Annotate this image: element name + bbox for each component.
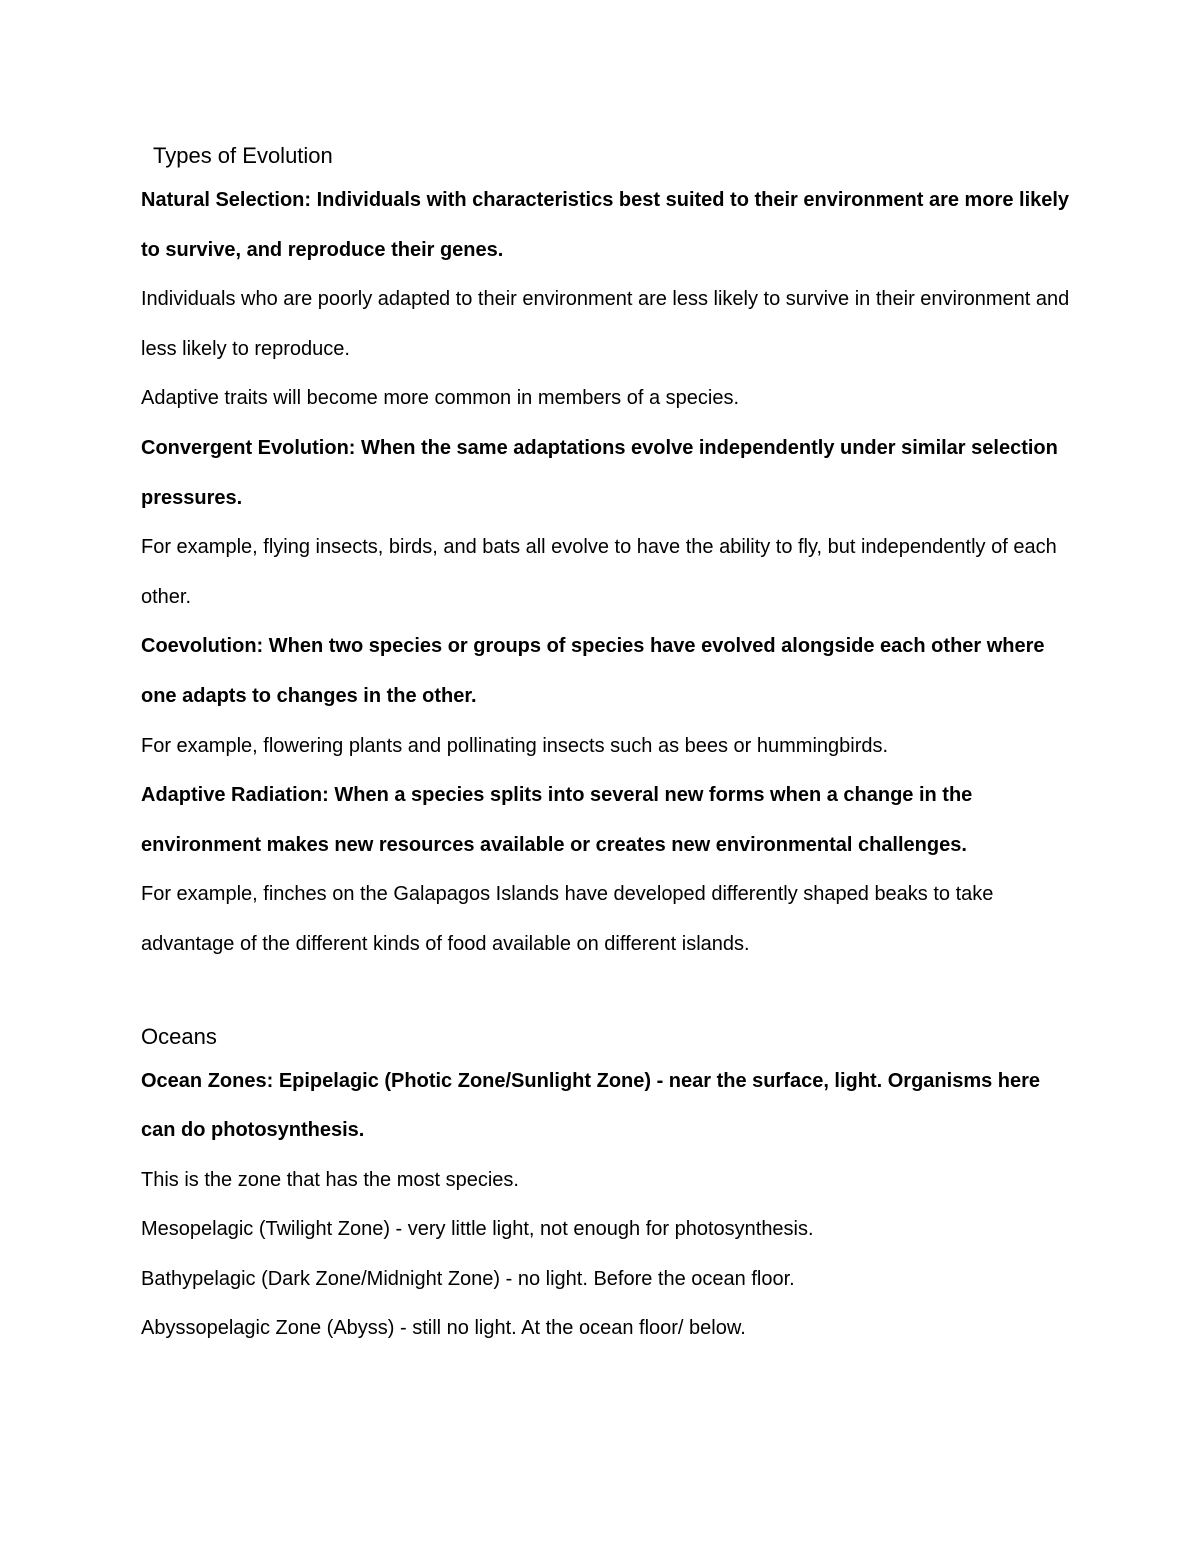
document-body: [141, 136, 1071, 1354]
natural-selection-definition: [141, 176, 1071, 275]
coevolution-definition: Coevolution: When two species or groups of species have evolved alongside each other where one adapts to changes in the other.: [141, 635, 1045, 707]
paragraph: For example, flowering plants and pollinating insects such as bees or hummingbirds.: [141, 734, 889, 757]
paragraph: For example, flying insects, birds, and bats all evolve to have the ability to fly, but independently of each other.: [141, 536, 1057, 608]
heading-types-of-evolution: Types of Evolution: [153, 143, 333, 168]
adaptive-radiation-definition: Adaptive Radiation: When a species splits into several new forms when a change in the environment makes new resources available or creates new environmental challenges.: [141, 784, 973, 856]
heading-oceans: Oceans: [141, 1023, 217, 1049]
paragraph: Adaptive traits will become more common in members of a species.: [141, 387, 740, 410]
paragraph: Individuals who are poorly adapted to their environment are less likely to survive in their environment and less likely to reproduce.: [141, 288, 1070, 360]
paragraph-bold: Natural Selection: Individuals with characteristics best suited to their environment are more likely to survive, and reproduce their genes.: [141, 189, 1070, 261]
ocean-zones-definition: Ocean Zones: Epipelagic (Photic Zone/Sunlight Zone) - near the surface, light. Organisms here can do photosynthesis.: [141, 1069, 1041, 1142]
convergent-evolution-definition: Convergent Evolution: When the same adaptations evolve independently under similar selection pressures.: [141, 436, 1058, 509]
paragraph: This is the zone that has the most species.: [141, 1168, 519, 1191]
paragraph: Mesopelagic (Twilight Zone) - very little light, not enough for photosynthesis.: [141, 1218, 814, 1241]
paragraph: Abyssopelagic Zone (Abyss) - still no light. At the ocean floor/ below.: [141, 1317, 746, 1340]
paragraph: For example, finches on the Galapagos Islands have developed differently shaped beaks to take advantage of the different kinds of food available on different islands.: [141, 883, 994, 955]
paragraph: Bathypelagic (Dark Zone/Midnight Zone) - no light. Before the ocean floor.: [141, 1267, 795, 1290]
section-spacer: [141, 970, 1071, 1017]
